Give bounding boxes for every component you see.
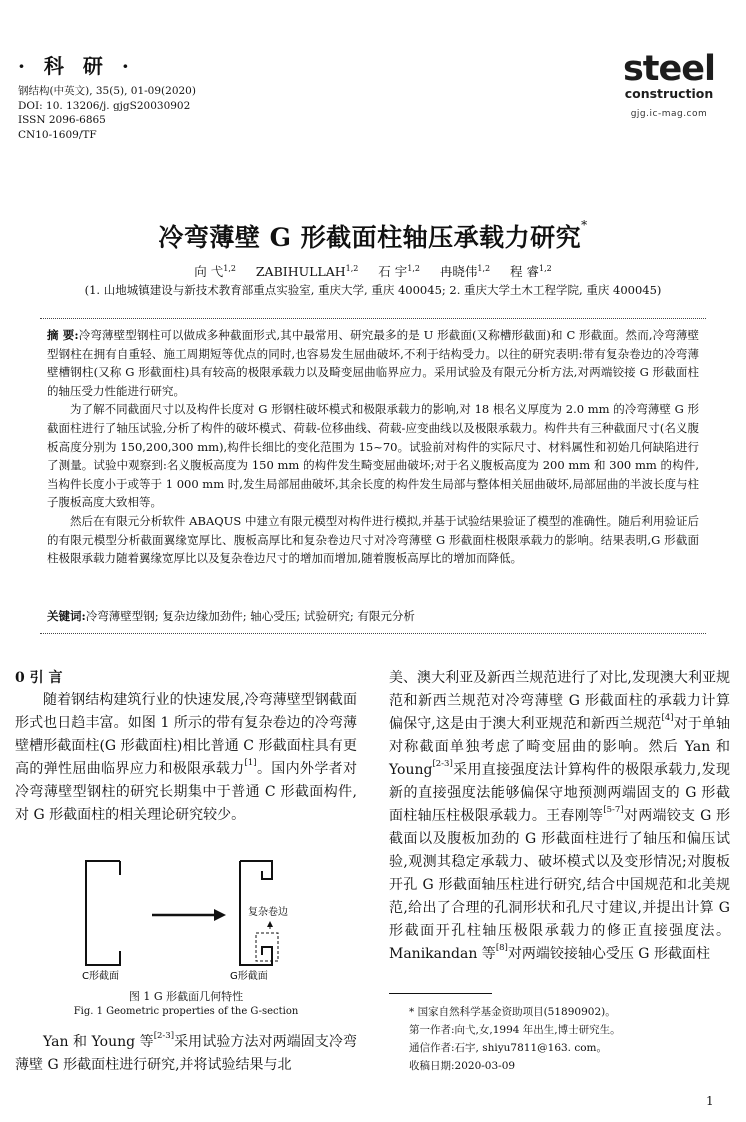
figure-caption-cn: 图 1 G 形截面几何特性: [128, 990, 244, 1003]
body-text: 对两端铰接轴心受压 G 形截面柱: [507, 946, 710, 962]
author-name: 向 弋: [194, 264, 224, 279]
keywords-text: 冷弯薄壁型钢; 复杂边缘加劲件; 轴心受压; 试验研究; 有限元分析: [85, 609, 415, 623]
intro-text-part: 。国内外学者对冷弯薄壁型钢柱的研究长期集中于普通 C 形截面构件,对 G 形截面柱的相关理论研究较少。: [15, 761, 358, 823]
paper-title: [0, 218, 746, 254]
section-tag: · 科 研 ·: [18, 54, 135, 78]
footnote-author: 第一作者:向弋,女,1994 年出生,博士研究生。: [409, 1024, 621, 1036]
citation[interactable]: [8]: [495, 943, 508, 953]
c-section-shape: [86, 861, 120, 965]
g-section-shape: [240, 861, 272, 879]
figure-callout: 复杂卷边: [248, 907, 288, 918]
intro-text-part: 随着钢结构建筑行业的快速发展,冷弯薄壁型钢截面形式也日趋丰富。如图 1 所示的带有复杂卷边的冷弯薄壁槽形截面柱(G 形截面柱)相比普通 C 形截面柱具有更高的弹性屈曲临界应力和极限承载力: [15, 692, 357, 777]
citation[interactable]: [5-7]: [603, 805, 624, 815]
title-footnote-mark: *: [581, 218, 588, 232]
author-affil: 1,2: [538, 263, 552, 273]
author-name: 冉晓伟: [439, 264, 478, 279]
author-name: 程 睿: [510, 264, 539, 279]
figure-label-g: G形截面: [230, 971, 268, 982]
author-affil: 1,2: [407, 263, 420, 273]
page-number: 1: [706, 1094, 714, 1108]
body-text: 对两端铰支 G 形截面以及腹板加劲的 G 形截面柱进行了轴压和偏压试验,观测其稳定承载力、破坏模式以及变形情况;对腹板开孔 G 形截面轴压柱进行研究,结合中国规范和北美规范,给出了合理的孔洞形状和孔尺寸建议,并提出计算 G 形截面开孔柱轴压极限承载力的修正直接强度法。Manikandan 等: [389, 808, 730, 962]
right-column-text: [389, 667, 730, 966]
author-affil: 1,2: [223, 263, 236, 273]
footnote-contact: 通信作者:石宇, shiyu7811@163. com。: [409, 1042, 608, 1054]
intro-text-part: Yan 和 Young 等: [43, 1034, 154, 1050]
figure-label-c: C形截面: [82, 971, 119, 982]
author-affil: 1,2: [477, 263, 491, 273]
abstract-para-3: 然后在有限元分析软件 ABAQUS 中建立有限元模型对构件进行模拟,并基于试验结果验证了模型的准确性。随后利用验证后的有限元模型分析截面翼缘宽厚比、腹板高厚比和复杂卷边尺寸对冷弯薄壁 G 形截面柱极限承载力的影响。结果表明,G 形截面柱极限承载力随着翼缘宽厚比以及复杂卷边尺寸的增加而增加,随着腹板高厚比的增加而降低。: [47, 513, 699, 566]
logo-url: gjg.ic-mag.com: [630, 109, 708, 119]
doi: DOI: 10. 13206/j. gjgS20030902: [18, 99, 191, 112]
body-text: 采用直接强度法计算构件的极限承载力,发现新的直接强度法能够偏保守地预测两端固支的 G 形截面柱轴压柱极限承载力。王春刚等: [389, 762, 730, 824]
figure-1-diagram: [60, 855, 320, 985]
issn: ISSN 2096-6865: [18, 114, 106, 126]
intro-text-1: [15, 689, 357, 827]
intro-paragraph-2: [15, 1031, 357, 1077]
footnote-divider: [389, 993, 492, 994]
journal-meta: [18, 84, 318, 142]
citation[interactable]: [2-3]: [153, 1031, 175, 1041]
right-column-paragraph: [389, 667, 730, 966]
citation[interactable]: [2-3]: [432, 759, 453, 769]
citation[interactable]: [1]: [244, 758, 257, 768]
logo-construction-text: construction: [624, 86, 714, 101]
intro-text-2: [15, 1031, 357, 1077]
keywords-label: 关键词:: [47, 609, 86, 623]
abstract: [47, 326, 699, 568]
affiliations: (1. 山地城镇建设与新技术教育部重点实验室, 重庆大学, 重庆 400045; 2. 重庆大学土木工程学院, 重庆 400045): [84, 283, 662, 297]
section-heading-intro: 0 引 言: [15, 670, 63, 686]
author-name: ZABIHULLAH: [255, 264, 346, 279]
abstract-para-2: 为了解不同截面尺寸以及构件长度对 G 形钢柱破坏模式和极限承载力的影响,对 18 根名义厚度为 2.0 mm 的冷弯薄壁 G 形截面柱进行了轴压试验,分析了构件的破坏模式、荷载-位移曲线、荷载-应变曲线以及极限承载力。构件共有三种截面尺寸(名义腹板高度分别为 150,200,300 mm),构件长细比的变化范围为 15~70。试验前对构件的实际尺寸、材料属性和初始几何缺陷进行了测量。试验中观察到:名义腹板高度为 150 mm 的构件发生畸变屈曲破坏;对于名义腹板高度为 200 mm 和 300 mm 的构件,当构件长度小于或等于 1 000 mm 时,发生局部屈曲破坏,其余长度的构件发生局部与整体相关屈曲破坏,局部屈曲的半波长度与柱子腹板高度大致相等。: [47, 402, 699, 510]
cn-number: CN10-1609/TF: [18, 128, 97, 141]
intro-paragraph-1: [15, 689, 357, 827]
author-list: [0, 262, 746, 280]
keywords: [47, 608, 699, 624]
abstract-label: 摘 要:: [47, 328, 79, 342]
journal-logo: [613, 49, 725, 119]
footnote-fund: * 国家自然科学基金资助项目(51890902)。: [409, 1006, 616, 1018]
footnote-received: 收稿日期:2020-03-09: [409, 1060, 516, 1072]
title-text: 冷弯薄壁 G 形截面柱轴压承载力研究: [158, 223, 582, 252]
body-text: 对于单轴对称截面单独考虑了畸变屈曲的影响。然后 Yan 和 Young: [389, 716, 731, 778]
abstract-para-1: [47, 326, 699, 400]
author-affil: 1,2: [345, 263, 359, 273]
citation[interactable]: [4]: [661, 713, 674, 723]
abstract-top-rule: [40, 318, 706, 319]
journal-citation: 钢结构(中英文), 35(5), 01-09(2020): [18, 85, 196, 97]
footnotes: [409, 1003, 621, 1075]
body-text: 美、澳大利亚及新西兰规范进行了对比,发现澳大利亚规范和新西兰规范对冷弯薄壁 G 形截面柱的承载力计算偏保守,这是由于澳大利亚规范和新西兰规范: [389, 670, 730, 732]
intro-text-part: 采用试验方法对两端固支冷弯薄壁 G 形截面柱进行研究,并将试验结果与北: [15, 1034, 358, 1073]
abstract-bottom-rule: [40, 633, 706, 634]
logo-steel-text: steel: [622, 49, 716, 89]
abstract-text: 冷弯薄壁型钢柱可以做成多种截面形式,其中最常用、研究最多的是 U 形截面(又称槽形截面)和 C 形截面。然而,冷弯薄壁型钢柱在拥有自重轻、施工周期短等优点的同时,也容易发生屈曲破坏,不利于结构受力。以往的研究表明:带有复杂卷边的冷弯薄壁槽钢柱(又称 G 形截面柱)具有较高的极限承载力以及畸变屈曲临界应力。采用试验及有限元分析方法,对两端铰接 G 形截面柱的轴压受力性能进行研究。: [47, 328, 699, 398]
figure-caption-en: Fig. 1 Geometric properties of the G-section: [73, 1006, 299, 1017]
author-name: 石 宇: [378, 264, 408, 279]
